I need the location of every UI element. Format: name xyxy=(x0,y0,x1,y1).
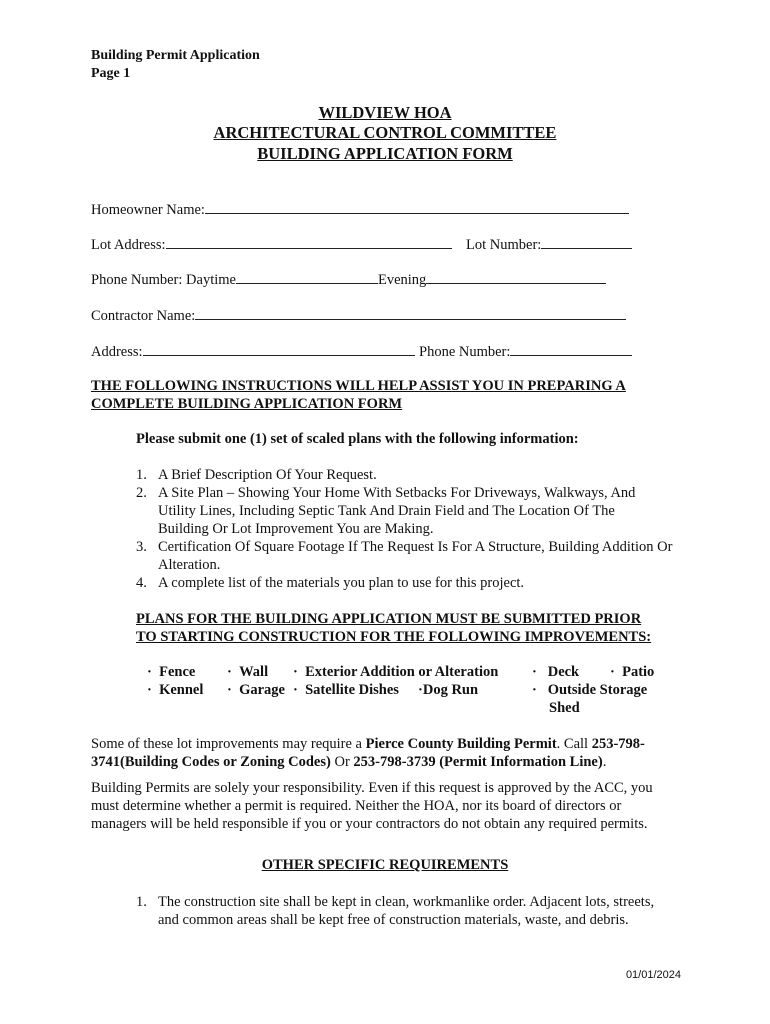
instructions-heading-line1: THE FOLLOWING INSTRUCTIONS WILL HELP ASSIST YOU IN PREPARING A xyxy=(91,378,626,394)
improvement-label: Garage xyxy=(239,682,285,698)
responsibility-line3: managers will be held responsible if you or your contractors do not obtain any required permits. xyxy=(91,816,648,832)
bullet-icon: · xyxy=(610,664,615,680)
permit-paragraph-line1 xyxy=(91,735,645,753)
list-item-number: 1. xyxy=(136,894,147,910)
address-line[interactable] xyxy=(143,342,415,356)
improvement-label: Patio xyxy=(622,664,655,680)
improvement-outside-storage xyxy=(532,682,647,699)
improvement-wall xyxy=(227,664,268,681)
improvement-satellite xyxy=(293,682,399,699)
list-item xyxy=(136,574,696,592)
bullet-icon: · xyxy=(227,682,232,698)
improvement-label: Satellite Dishes xyxy=(305,682,399,698)
contractor-name-line[interactable] xyxy=(195,306,626,320)
list-item-text: Certification Of Square Footage If The Request Is For A Structure, Building Addition Or Alteration. xyxy=(158,539,673,573)
bullet-icon: · xyxy=(532,664,537,680)
contractor-phone-field[interactable] xyxy=(419,342,632,361)
contractor-name-field[interactable] xyxy=(91,306,626,325)
phone-daytime-line[interactable] xyxy=(236,270,378,284)
homeowner-name-label: Homeowner Name: xyxy=(91,202,205,218)
phone-evening-label: Evening xyxy=(377,272,427,288)
improvement-label: Outside Storage xyxy=(547,682,648,698)
improvement-deck xyxy=(532,664,579,681)
title-hoa-name: WILDVIEW HOA xyxy=(318,103,452,122)
improvement-kennel xyxy=(147,682,203,699)
improvement-label: Deck xyxy=(547,664,580,680)
improvement-label: Kennel xyxy=(159,682,204,698)
list-item xyxy=(136,466,696,484)
bullet-icon: · xyxy=(293,682,298,698)
permit-text: Some of these lot improvements may require a xyxy=(91,736,366,752)
improvement-patio xyxy=(610,664,654,681)
contractor-name-label: Contractor Name: xyxy=(91,308,196,324)
homeowner-name-field[interactable] xyxy=(91,200,629,219)
improvement-garage xyxy=(227,682,285,699)
improvement-label: Wall xyxy=(239,664,269,680)
instructions-list xyxy=(136,466,696,592)
responsibility-line2: must determine whether a permit is required. Neither the HOA, nor its board of directors or xyxy=(91,798,622,814)
list-item-number: 2. xyxy=(136,485,147,501)
bullet-icon: · xyxy=(293,664,298,680)
contractor-address-field[interactable] xyxy=(91,342,415,361)
lot-number-label: Lot Number: xyxy=(466,237,542,253)
lot-number-line[interactable] xyxy=(541,235,632,249)
phone-building-codes: 253-798- xyxy=(591,736,645,752)
permit-text: . Call xyxy=(556,736,592,752)
improvement-label: Fence xyxy=(159,664,196,680)
list-item-number: 1. xyxy=(136,467,147,483)
bullet-icon: · xyxy=(147,682,152,698)
bullet-icon: · xyxy=(532,682,537,698)
phone-number-label: Phone Number: xyxy=(419,344,511,360)
header-title: Building Permit Application xyxy=(91,48,260,63)
bullet-icon: · xyxy=(147,664,152,680)
improvement-fence xyxy=(147,664,195,681)
list-item xyxy=(136,538,696,574)
footer-date: 01/01/2024 xyxy=(625,969,681,981)
phone-evening-line[interactable] xyxy=(426,270,606,284)
plans-heading-line2: TO STARTING CONSTRUCTION FOR THE FOLLOWING IMPROVEMENTS: xyxy=(136,629,652,645)
list-item xyxy=(136,893,656,929)
permit-text: . xyxy=(602,754,607,770)
permit-text: Or xyxy=(330,754,354,770)
phone-daytime-label: Phone Number: Daytime xyxy=(91,272,236,288)
title-committee: ARCHITECTURAL CONTROL COMMITTEE xyxy=(213,123,557,142)
lot-address-field[interactable] xyxy=(91,235,452,254)
lot-address-line[interactable] xyxy=(166,235,452,249)
plans-heading-line1: PLANS FOR THE BUILDING APPLICATION MUST BE SUBMITTED PRIOR xyxy=(136,611,642,627)
permit-paragraph-line2 xyxy=(91,753,606,771)
improvement-label: Dog Run xyxy=(422,682,479,698)
bullet-icon: · xyxy=(418,682,423,698)
lot-address-label: Lot Address: xyxy=(91,237,166,253)
responsibility-line1: Building Permits are solely your responsibility. Even if this request is approved by the ACC, you xyxy=(91,780,653,796)
instructions-heading-line2: COMPLETE BUILDING APPLICATION FORM xyxy=(91,396,403,412)
other-requirements-heading: OTHER SPECIFIC REQUIREMENTS xyxy=(261,857,509,873)
submit-note: Please submit one (1) set of scaled plans with the following information: xyxy=(136,431,579,447)
lot-number-field[interactable] xyxy=(466,235,632,254)
list-item-text: A complete list of the materials you plan to use for this project. xyxy=(158,575,525,591)
list-item-number: 3. xyxy=(136,539,147,555)
header-page-number: Page 1 xyxy=(91,66,131,81)
improvement-label: Exterior Addition or Alteration xyxy=(305,664,499,680)
homeowner-name-line[interactable] xyxy=(205,200,629,214)
phone-building-codes-cont: 3741 xyxy=(91,754,120,770)
pierce-county-permit: Pierce County Building Permit xyxy=(365,736,557,752)
list-item xyxy=(136,484,668,538)
other-requirements-list xyxy=(136,893,656,929)
permit-information-line: 253-798-3739 (Permit Information Line) xyxy=(353,754,603,770)
improvement-dog-run xyxy=(418,682,478,699)
address-label: Address: xyxy=(91,344,143,360)
list-item-text: A Site Plan – Showing Your Home With Setbacks For Driveways, Walkways, And Utility Lines, Including Septic Tank And Drain Field and The Location Of The Building Or Lot Improvement You are Making. xyxy=(158,485,636,537)
list-item-number: 4. xyxy=(136,575,147,591)
improvement-exterior xyxy=(293,664,498,681)
bullet-icon: · xyxy=(227,664,232,680)
phone-number-line[interactable] xyxy=(510,342,632,356)
building-zoning-codes: (Building Codes or Zoning Codes) xyxy=(120,754,331,770)
improvement-shed: Shed xyxy=(549,700,580,716)
title-form-name: BUILDING APPLICATION FORM xyxy=(257,144,513,163)
list-item-text: The construction site shall be kept in clean, workmanlike order. Adjacent lots, streets, and common areas shall be kept free of construction materials, waste, and debris. xyxy=(158,894,655,928)
list-item-text: A Brief Description Of Your Request. xyxy=(158,467,377,483)
phone-daytime-field[interactable] xyxy=(91,270,606,289)
